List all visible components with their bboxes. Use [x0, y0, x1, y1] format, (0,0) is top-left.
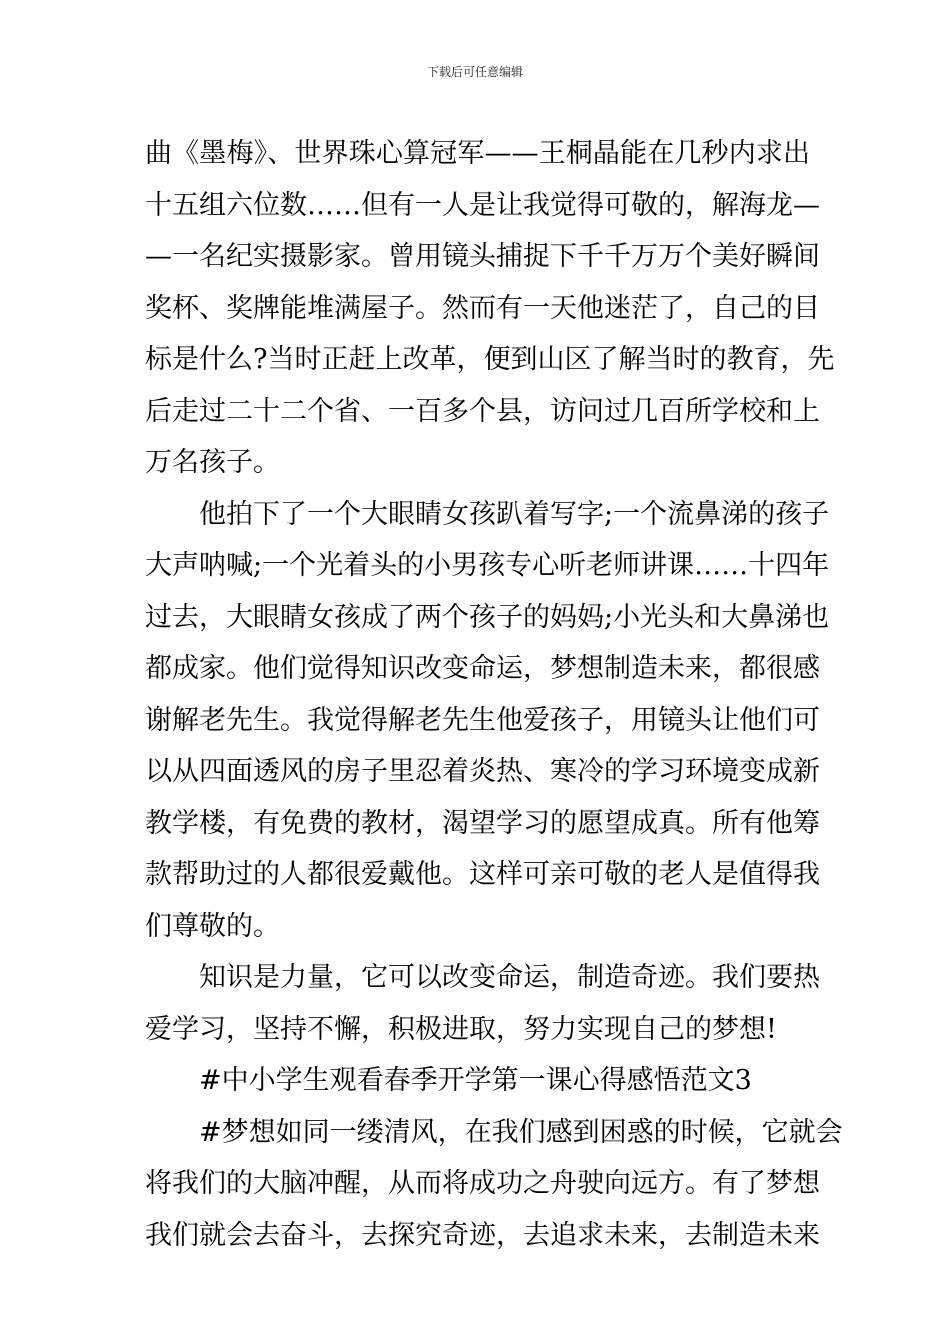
- paragraph-2-line-6: 以从四面透风的房子里忍着炎热、寒冷的学习环境变成新: [145, 756, 820, 787]
- paragraph-1-line-1: 曲《墨梅》、世界珠心算冠军——王桐晶能在几秒内求出: [145, 138, 810, 169]
- paragraph-5-line-3: 我们就会去奋斗，去探究奇迹，去追求未来，去制造未来: [145, 1219, 820, 1251]
- paragraph-3-line-2: 爱学习，坚持不懈，积极进取，努力实现自己的梦想!: [145, 1013, 777, 1045]
- section-heading: #中小学生观看春季开学第一课心得感悟范文3: [199, 1065, 752, 1096]
- paragraph-2-line-7: 教学楼，有免费的教材，渴望学习的愿望成真。所有他筹: [145, 807, 820, 839]
- paragraph-2-line-8: 款帮助过的人都很爱戴他。这样可亲可敬的老人是值得我: [145, 859, 820, 890]
- paragraph-1-line-4: 奖杯、奖牌能堆满屋子。然而有一天他迷茫了，自己的目: [145, 292, 820, 324]
- paragraph-1-line-7: 万名孩子。: [145, 447, 280, 478]
- paragraph-1-line-5: 标是什么?当时正赶上改革，便到山区了解当时的教育，先: [145, 344, 835, 375]
- paragraph-1-line-6: 后走过二十二个省、一百多个县，访问过几百所学校和上: [145, 395, 820, 427]
- paragraph-5-line-1: #梦想如同一缕清风，在我们感到困惑的时候，它就会: [199, 1116, 843, 1148]
- paragraph-2-line-3: 过去，大眼睛女孩成了两个孩子的妈妈;小光头和大鼻涕也: [145, 601, 830, 633]
- paragraph-1-line-3: —一名纪实摄影家。曾用镜头捕捉下千千万万个美好瞬间: [145, 241, 820, 272]
- paragraph-2-line-1: 他拍下了一个大眼睛女孩趴着写字;一个流鼻涕的孩子: [199, 498, 830, 530]
- paragraph-2-line-5: 谢解老先生。我觉得解老先生他爱孩子，用镜头让他们可: [145, 704, 820, 736]
- paragraph-1-line-2: 十五组六位数……但有一人是让我觉得可敬的，解海龙—: [145, 189, 820, 221]
- paragraph-2-line-4: 都成家。他们觉得知识改变命运，梦想制造未来，都很感: [145, 653, 820, 684]
- page-header: 下载后可任意编辑: [426, 65, 523, 79]
- paragraph-2-line-2: 大声呐喊;一个光着头的小男孩专心听老师讲课……十四年: [145, 550, 830, 581]
- paragraph-3-line-1: 知识是力量，它可以改变命运，制造奇迹。我们要热: [199, 962, 820, 993]
- paragraph-2-line-9: 们尊敬的。: [145, 910, 280, 942]
- paragraph-5-line-2: 将我们的大脑冲醒，从而将成功之舟驶向远方。有了梦想: [145, 1168, 820, 1199]
- document-body: [145, 128, 843, 1261]
